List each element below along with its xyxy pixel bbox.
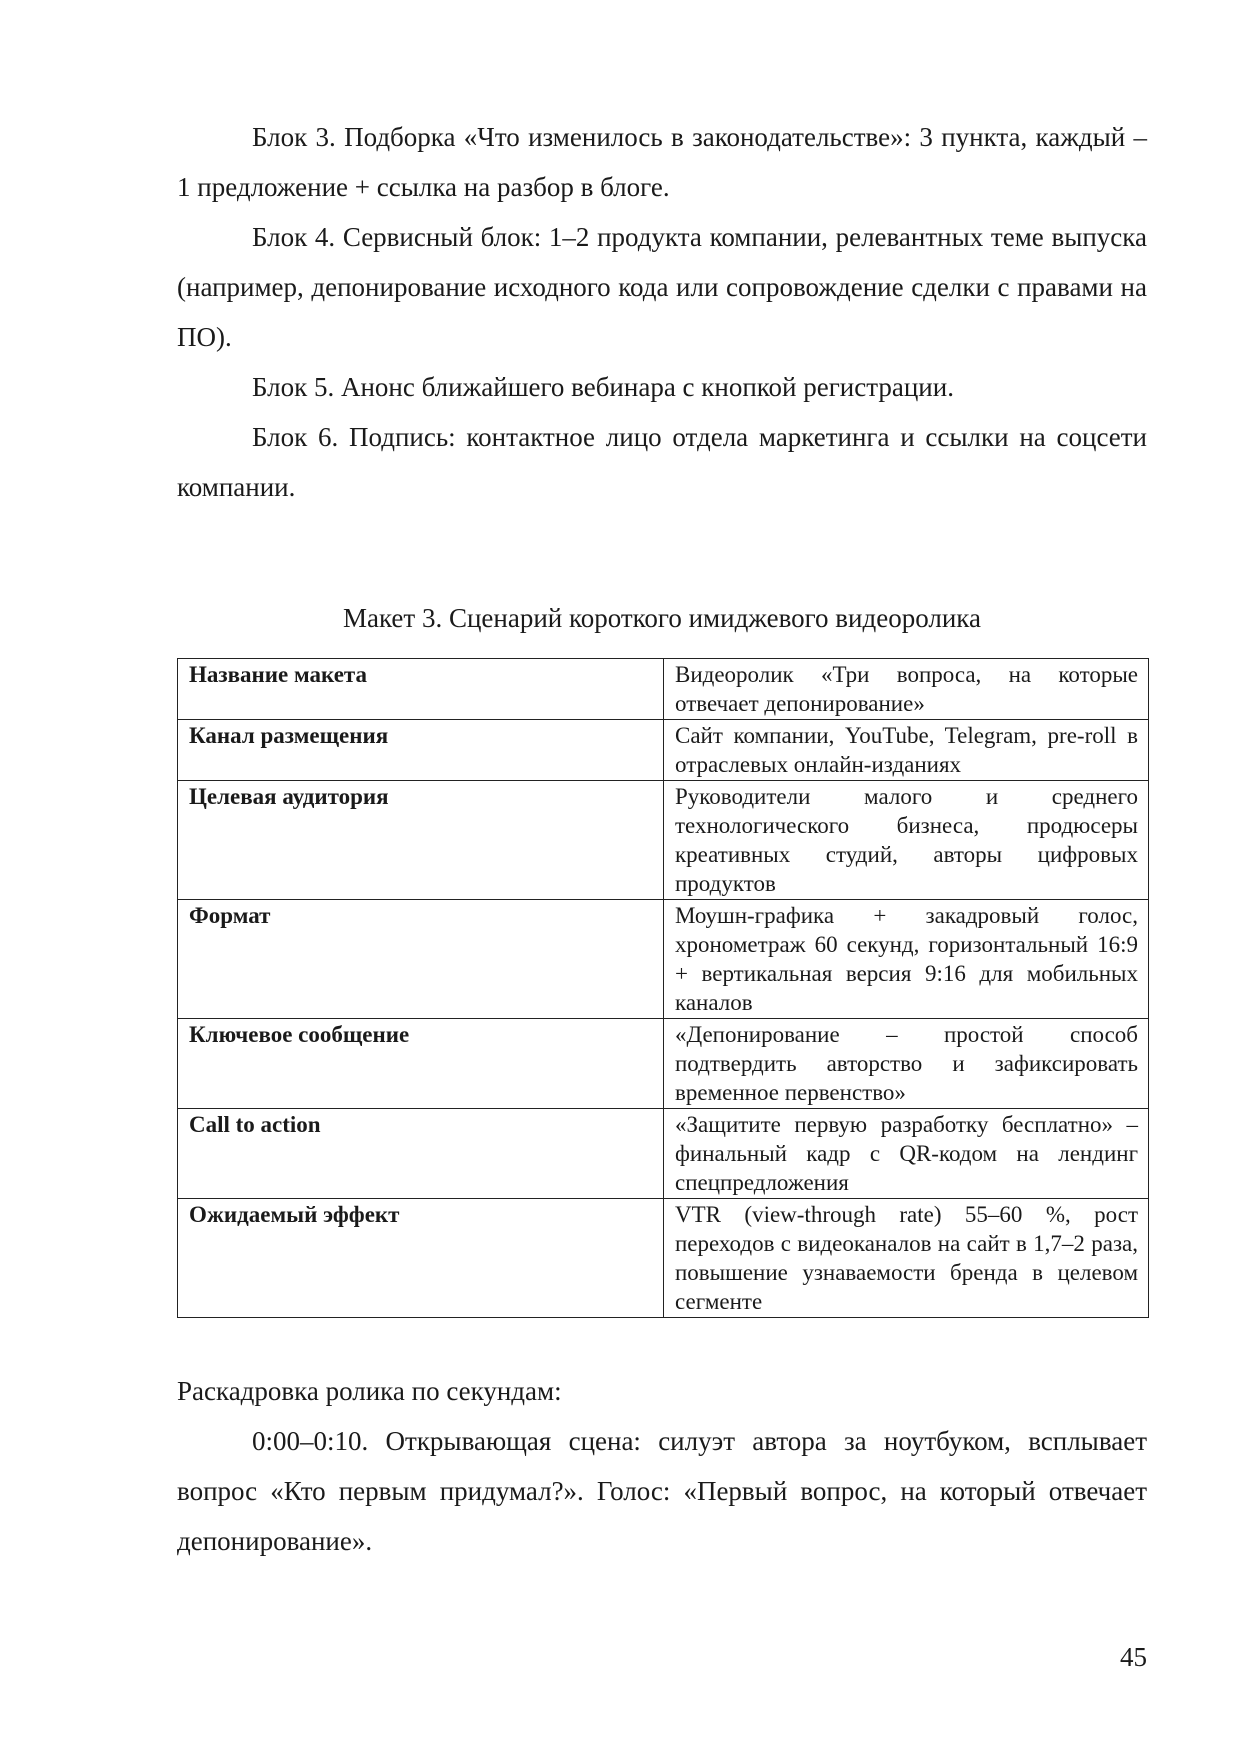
table-value-cell: Моушн-графика + закадровый голос, хронометраж 60 секунд, горизонтальный 16:9 + вертикальная версия 9:16 для мобильных каналов xyxy=(664,900,1149,1019)
table-label-cell: Call to action xyxy=(178,1109,664,1199)
table-value-cell: VTR (view-through rate) 55–60 %, рост переходов с видеоканалов на сайт в 1,7–2 раза, повышение узнаваемости бренда в целевом сегменте xyxy=(664,1199,1149,1318)
table-label-cell: Название макета xyxy=(178,659,664,720)
table-row xyxy=(178,1199,1149,1318)
spacer xyxy=(177,1318,1147,1366)
table-caption: Макет 3. Сценарий короткого имиджевого видеоролика xyxy=(343,603,981,633)
table-label-cell: Ожидаемый эффект xyxy=(178,1199,664,1318)
table-value-cell: «Депонирование – простой способ подтвердить авторство и зафиксировать временное первенство» xyxy=(664,1019,1149,1109)
table-label-cell: Ключевое сообщение xyxy=(178,1019,664,1109)
storyboard-paragraph: 0:00–0:10. Открывающая сцена: силуэт автора за ноутбуком, всплывает вопрос «Кто первым придумал?». Голос: «Первый вопрос, на который отвечает депонирование». xyxy=(177,1426,1147,1556)
table-value-cell: «Защитите первую разработку бесплатно» – финальный кадр с QR-кодом на лендинг спецпредложения xyxy=(664,1109,1149,1199)
table-row xyxy=(178,1109,1149,1199)
table-value-cell: Руководители малого и среднего технологического бизнеса, продюсеры креативных студий, авторы цифровых продуктов xyxy=(664,781,1149,900)
table-row xyxy=(178,659,1149,720)
paragraph-block-5: Блок 5. Анонс ближайшего вебинара с кнопкой регистрации. xyxy=(252,372,954,402)
layout-table xyxy=(177,658,1149,1318)
table-row xyxy=(178,900,1149,1019)
table-row xyxy=(178,1019,1149,1109)
spacer xyxy=(177,638,1147,658)
spacer xyxy=(177,512,1147,598)
table-label-cell: Формат xyxy=(178,900,664,1019)
paragraph-block-4: Блок 4. Сервисный блок: 1–2 продукта компании, релевантных теме выпуска (например, депонирование исходного кода или сопровождение сделки с правами на ПО). xyxy=(177,222,1147,352)
table-label-cell: Целевая аудитория xyxy=(178,781,664,900)
paragraph-block-3: Блок 3. Подборка «Что изменилось в законодательстве»: 3 пункта, каждый – 1 предложение + ссылка на разбор в блоге. xyxy=(177,122,1147,202)
table-row xyxy=(178,781,1149,900)
page-body xyxy=(177,112,1147,1566)
table-value-cell: Видеоролик «Три вопроса, на которые отвечает депонирование» xyxy=(664,659,1149,720)
storyboard-heading: Раскадровка ролика по секундам: xyxy=(177,1376,562,1406)
table-label-cell: Канал размещения xyxy=(178,720,664,781)
page-number: 45 xyxy=(1120,1642,1147,1672)
table-row xyxy=(178,720,1149,781)
paragraph-block-6: Блок 6. Подпись: контактное лицо отдела маркетинга и ссылки на соцсети компании. xyxy=(177,422,1147,502)
table-value-cell: Сайт компании, YouTube, Telegram, pre-roll в отраслевых онлайн-изданиях xyxy=(664,720,1149,781)
